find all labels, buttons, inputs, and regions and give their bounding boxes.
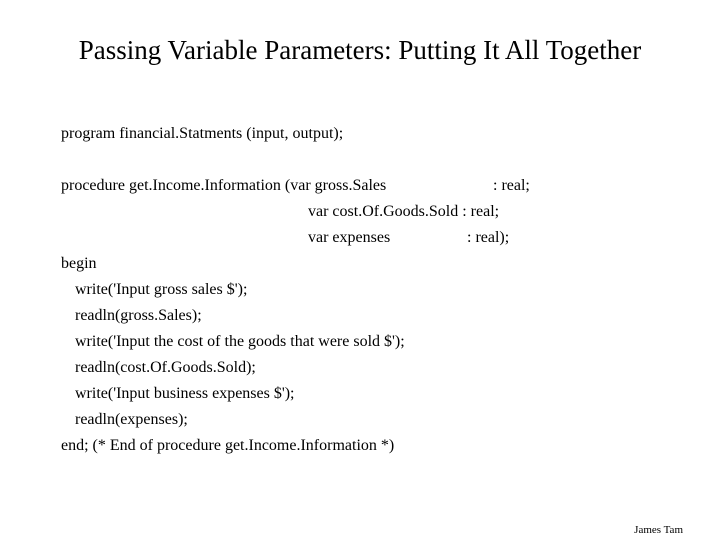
param-3-name: var expenses <box>308 229 391 246</box>
author-footer: James Tam <box>634 524 683 536</box>
end-line: end; (* End of procedure get.Income.Information *) <box>61 437 395 454</box>
statement-line: readln(cost.Of.Goods.Sold); <box>75 359 256 376</box>
procedure-header: procedure get.Income.Information (var gross.Sales <box>61 177 387 194</box>
param-3-type: : real); <box>467 229 510 246</box>
statement-line: readln(gross.Sales); <box>75 307 202 324</box>
slide-title: Passing Variable Parameters: Putting It All Together <box>78 35 642 65</box>
statement-line: write('Input gross sales $'); <box>75 281 248 298</box>
statement-line: readln(expenses); <box>75 411 188 428</box>
statement-line: write('Input business expenses $'); <box>75 385 295 402</box>
param-1-type: : real; <box>493 177 530 194</box>
param-2: var cost.Of.Goods.Sold : real; <box>308 203 500 220</box>
program-line: program financial.Statments (input, output); <box>61 125 344 142</box>
statement-line: write('Input the cost of the goods that were sold $'); <box>75 333 405 350</box>
begin-keyword: begin <box>61 255 97 272</box>
